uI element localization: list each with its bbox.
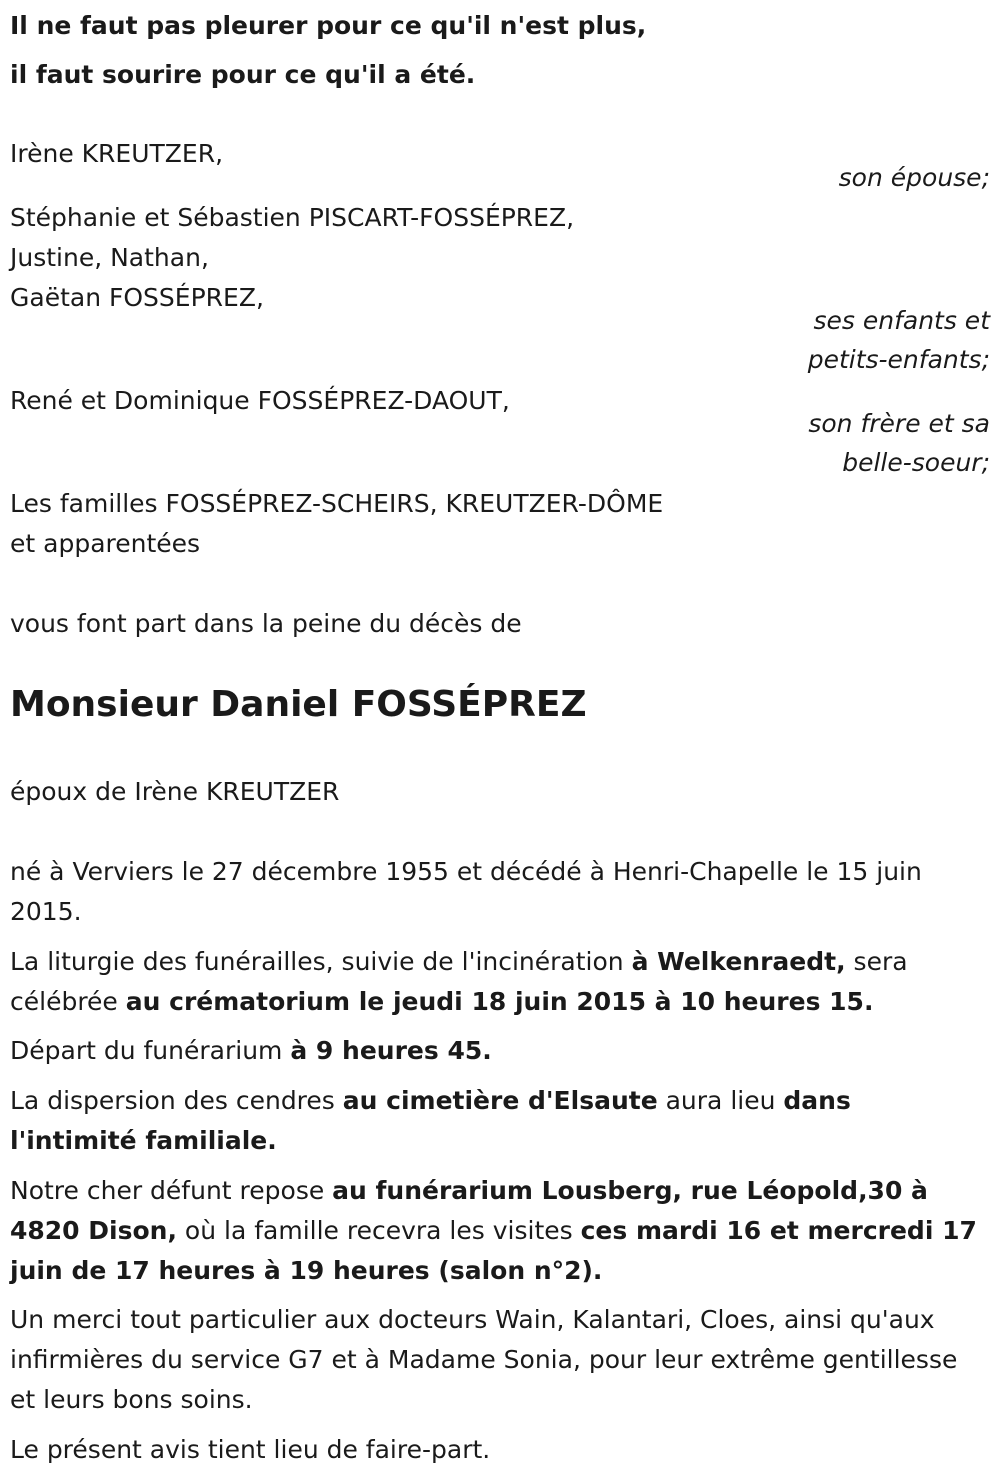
spouse-role: son épouse; (838, 163, 990, 192)
quote-line-1: Il ne faut pas pleurer pour ce qu'il n'est plus, (10, 11, 647, 40)
thanks-paragraph: Un merci tout particulier aux docteurs Wain, Kalantari, Cloes, ainsi qu'aux infirmières du service G7 et à Madame Sonia, pour leur extrême gentillesse et leurs bons soins. (10, 1305, 958, 1414)
announcement: vous font part dans la peine du décès de (10, 609, 522, 638)
spouse-name: Irène KREUTZER, (10, 139, 224, 168)
rest-paragraph: Notre cher défunt repose au funérarium Lousberg, rue Léopold,30 à 4820 Dison, où la famille recevra les visites ces mardi 16 et mercredi 17 juin de 17 heures à 19 heures (salon n°2). (10, 1176, 977, 1285)
departure-paragraph: Départ du funérarium à 9 heures 45. (10, 1036, 492, 1065)
notice-paragraph: Le présent avis tient lieu de faire-part. (10, 1435, 491, 1464)
birth-death-line-1: né à Verviers le 27 décembre 1955 et décédé à Henri-Chapelle le 15 juin (10, 857, 922, 886)
deceased-name: Monsieur Daniel FOSSÉPREZ (10, 684, 587, 725)
sibling-name: René et Dominique FOSSÉPREZ-DAOUT, (10, 386, 510, 415)
families-line-1: Les familles FOSSÉPREZ-SCHEIRS, KREUTZER-DÔME (10, 489, 664, 518)
children-line-2: Justine, Nathan, (10, 243, 209, 272)
sibling-role-line-2: belle-soeur; (842, 448, 990, 477)
birth-death-line-2: 2015. (10, 897, 82, 926)
children-role-line-2: petits-enfants; (807, 345, 990, 374)
children-line-3: Gaëtan FOSSÉPREZ, (10, 283, 264, 312)
spouse-of: époux de Irène KREUTZER (10, 777, 340, 806)
quote-line-2: il faut sourire pour ce qu'il a été. (10, 60, 476, 89)
children-line-1: Stéphanie et Sébastien PISCART-FOSSÉPREZ, (10, 203, 575, 232)
children-role-line-1: ses enfants et (813, 306, 990, 335)
liturgy-paragraph: La liturgie des funérailles, suivie de l'incinération à Welkenraedt, sera célébrée au crématorium le jeudi 18 juin 2015 à 10 heures 15. (10, 947, 908, 1016)
dispersion-paragraph: La dispersion des cendres au cimetière d'Elsaute aura lieu dans l'intimité familiale. (10, 1086, 851, 1155)
families-line-2: et apparentées (10, 529, 201, 558)
sibling-role-line-1: son frère et sa (808, 409, 990, 438)
